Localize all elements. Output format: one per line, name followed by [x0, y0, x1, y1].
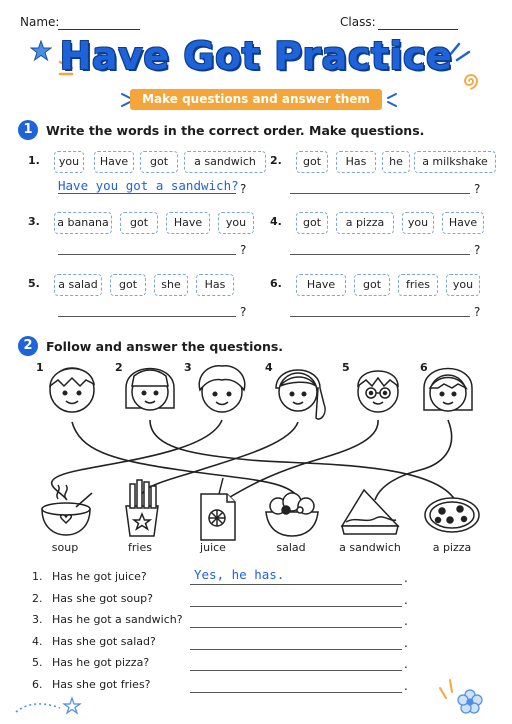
- kid-number: 6: [420, 361, 428, 374]
- question-number: 1.: [28, 154, 40, 167]
- kid-number: 2: [115, 361, 123, 374]
- question-mark: ?: [474, 243, 481, 257]
- question-mark: ?: [240, 243, 247, 257]
- question-number: 6.: [270, 277, 282, 290]
- answer-line[interactable]: [290, 193, 470, 194]
- answer-line[interactable]: [290, 316, 470, 317]
- word-chip[interactable]: a pizza: [336, 212, 394, 234]
- word-chip[interactable]: fries: [398, 274, 438, 296]
- page-subtitle: Make questions and answer them: [130, 89, 382, 110]
- word-chip[interactable]: got: [354, 274, 390, 296]
- boy-face-icon: [50, 368, 94, 412]
- word-chip[interactable]: Has: [336, 151, 376, 173]
- answer-line[interactable]: [58, 316, 236, 317]
- question-number: 3.: [28, 215, 40, 228]
- kid-number: 1: [36, 361, 44, 374]
- salad-icon: [266, 493, 318, 536]
- answer-line[interactable]: [190, 584, 402, 585]
- question-text: Has she got salad?: [52, 634, 156, 648]
- boy-glasses-face-icon: [358, 371, 398, 412]
- period: .: [404, 614, 408, 628]
- answer-line[interactable]: [190, 627, 402, 628]
- word-chip[interactable]: a milkshake: [414, 151, 496, 173]
- word-chip[interactable]: got: [110, 274, 146, 296]
- kid-number: 4: [265, 361, 273, 374]
- dotted-star-icon: [14, 694, 84, 718]
- word-chip-row: [296, 274, 512, 296]
- period: .: [404, 635, 408, 650]
- food-label: juice: [200, 541, 226, 554]
- food-label: soup: [51, 541, 79, 554]
- word-chip[interactable]: a sandwich: [184, 151, 266, 173]
- answer-text: Yes, he has.: [194, 567, 285, 582]
- word-chip[interactable]: got: [120, 212, 158, 234]
- boy-curly-face-icon: [199, 366, 245, 412]
- answer-line[interactable]: [58, 254, 236, 255]
- sandwich-icon: [342, 490, 398, 534]
- word-chip[interactable]: Have: [166, 212, 210, 234]
- word-chip-row: [54, 274, 274, 296]
- word-chip[interactable]: got: [140, 151, 178, 173]
- section-1-number: 1: [18, 120, 38, 140]
- period: .: [404, 592, 408, 607]
- path-line: [375, 420, 452, 500]
- question-number: 3.: [32, 613, 43, 626]
- pizza-icon: [425, 498, 479, 532]
- word-chip[interactable]: you: [218, 212, 254, 234]
- question-text: Has he got juice?: [52, 570, 147, 583]
- girl-face-icon: [126, 369, 174, 411]
- name-label: Name:: [20, 15, 60, 29]
- path-line: [150, 420, 455, 500]
- question-number: 5.: [28, 277, 40, 290]
- question-mark: ?: [474, 305, 481, 319]
- name-field[interactable]: [58, 29, 140, 30]
- food-label: a pizza: [432, 541, 472, 554]
- answer-line[interactable]: [190, 670, 402, 671]
- answer-line[interactable]: [58, 193, 236, 194]
- question-text: Has she got fries?: [52, 677, 151, 691]
- word-chip[interactable]: Has: [196, 274, 234, 296]
- word-chip[interactable]: a banana: [54, 212, 112, 234]
- period: .: [404, 571, 408, 585]
- dash-right-icon: [384, 88, 398, 112]
- word-chip-row: [54, 151, 274, 173]
- fries-icon: [126, 480, 158, 536]
- food-label: fries: [128, 541, 152, 554]
- word-chip[interactable]: got: [296, 151, 328, 173]
- question-number: 4.: [32, 634, 43, 648]
- kid-number: 3: [184, 361, 192, 374]
- food-label: salad: [276, 541, 306, 554]
- word-chip-row: [296, 151, 512, 173]
- answer-line[interactable]: [290, 254, 470, 255]
- question-text: Has she got soup?: [52, 591, 153, 605]
- question-number: 1.: [32, 570, 43, 583]
- question-number: 5.: [32, 656, 43, 669]
- question-number: 6.: [32, 677, 43, 691]
- word-chip[interactable]: Have: [442, 212, 484, 234]
- class-label: Class:: [340, 15, 376, 29]
- answer-line[interactable]: [190, 649, 402, 650]
- juice-box-icon: [201, 478, 235, 540]
- word-chip[interactable]: Have: [296, 274, 346, 296]
- soup-icon: [42, 485, 92, 535]
- answer-line[interactable]: [190, 606, 402, 607]
- question-mark: ?: [240, 305, 247, 319]
- girl-bangs-face-icon: [424, 369, 472, 412]
- word-chip[interactable]: a salad: [54, 274, 102, 296]
- question-number: 4.: [270, 215, 282, 228]
- question-text: Has he got a sandwich?: [52, 613, 183, 626]
- word-chip[interactable]: you: [402, 212, 434, 234]
- kid-number: 5: [342, 361, 350, 374]
- section-2-title: Follow and answer the questions.: [46, 339, 284, 354]
- class-field[interactable]: [378, 29, 458, 30]
- question-number: 2.: [270, 154, 282, 167]
- word-chip-row: [54, 212, 274, 234]
- word-chip[interactable]: he: [382, 151, 410, 173]
- word-chip[interactable]: she: [154, 274, 188, 296]
- period: .: [404, 678, 408, 693]
- question-number: 2.: [32, 591, 43, 605]
- section-2-number: 2: [18, 336, 38, 356]
- maze-illustration: [0, 360, 512, 545]
- question-mark: ?: [240, 182, 247, 196]
- question-text: Has he got pizza?: [52, 656, 150, 669]
- question-mark: ?: [474, 182, 481, 196]
- answer-text: Have you got a sandwich?: [58, 178, 239, 193]
- word-chip[interactable]: you: [446, 274, 480, 296]
- word-chip[interactable]: Have: [94, 151, 134, 173]
- section-1-title: Write the words in the correct order. Make questions.: [46, 123, 425, 138]
- word-chip[interactable]: you: [54, 151, 84, 173]
- word-chip-row: [296, 212, 512, 234]
- flower-icon: [436, 678, 486, 718]
- answer-line[interactable]: [190, 692, 402, 693]
- word-chip[interactable]: got: [296, 212, 328, 234]
- period: .: [404, 657, 408, 671]
- page-title: Have Got Practice: [59, 34, 453, 78]
- girl-ponytail-face-icon: [276, 370, 325, 419]
- food-label: a sandwich: [339, 541, 401, 554]
